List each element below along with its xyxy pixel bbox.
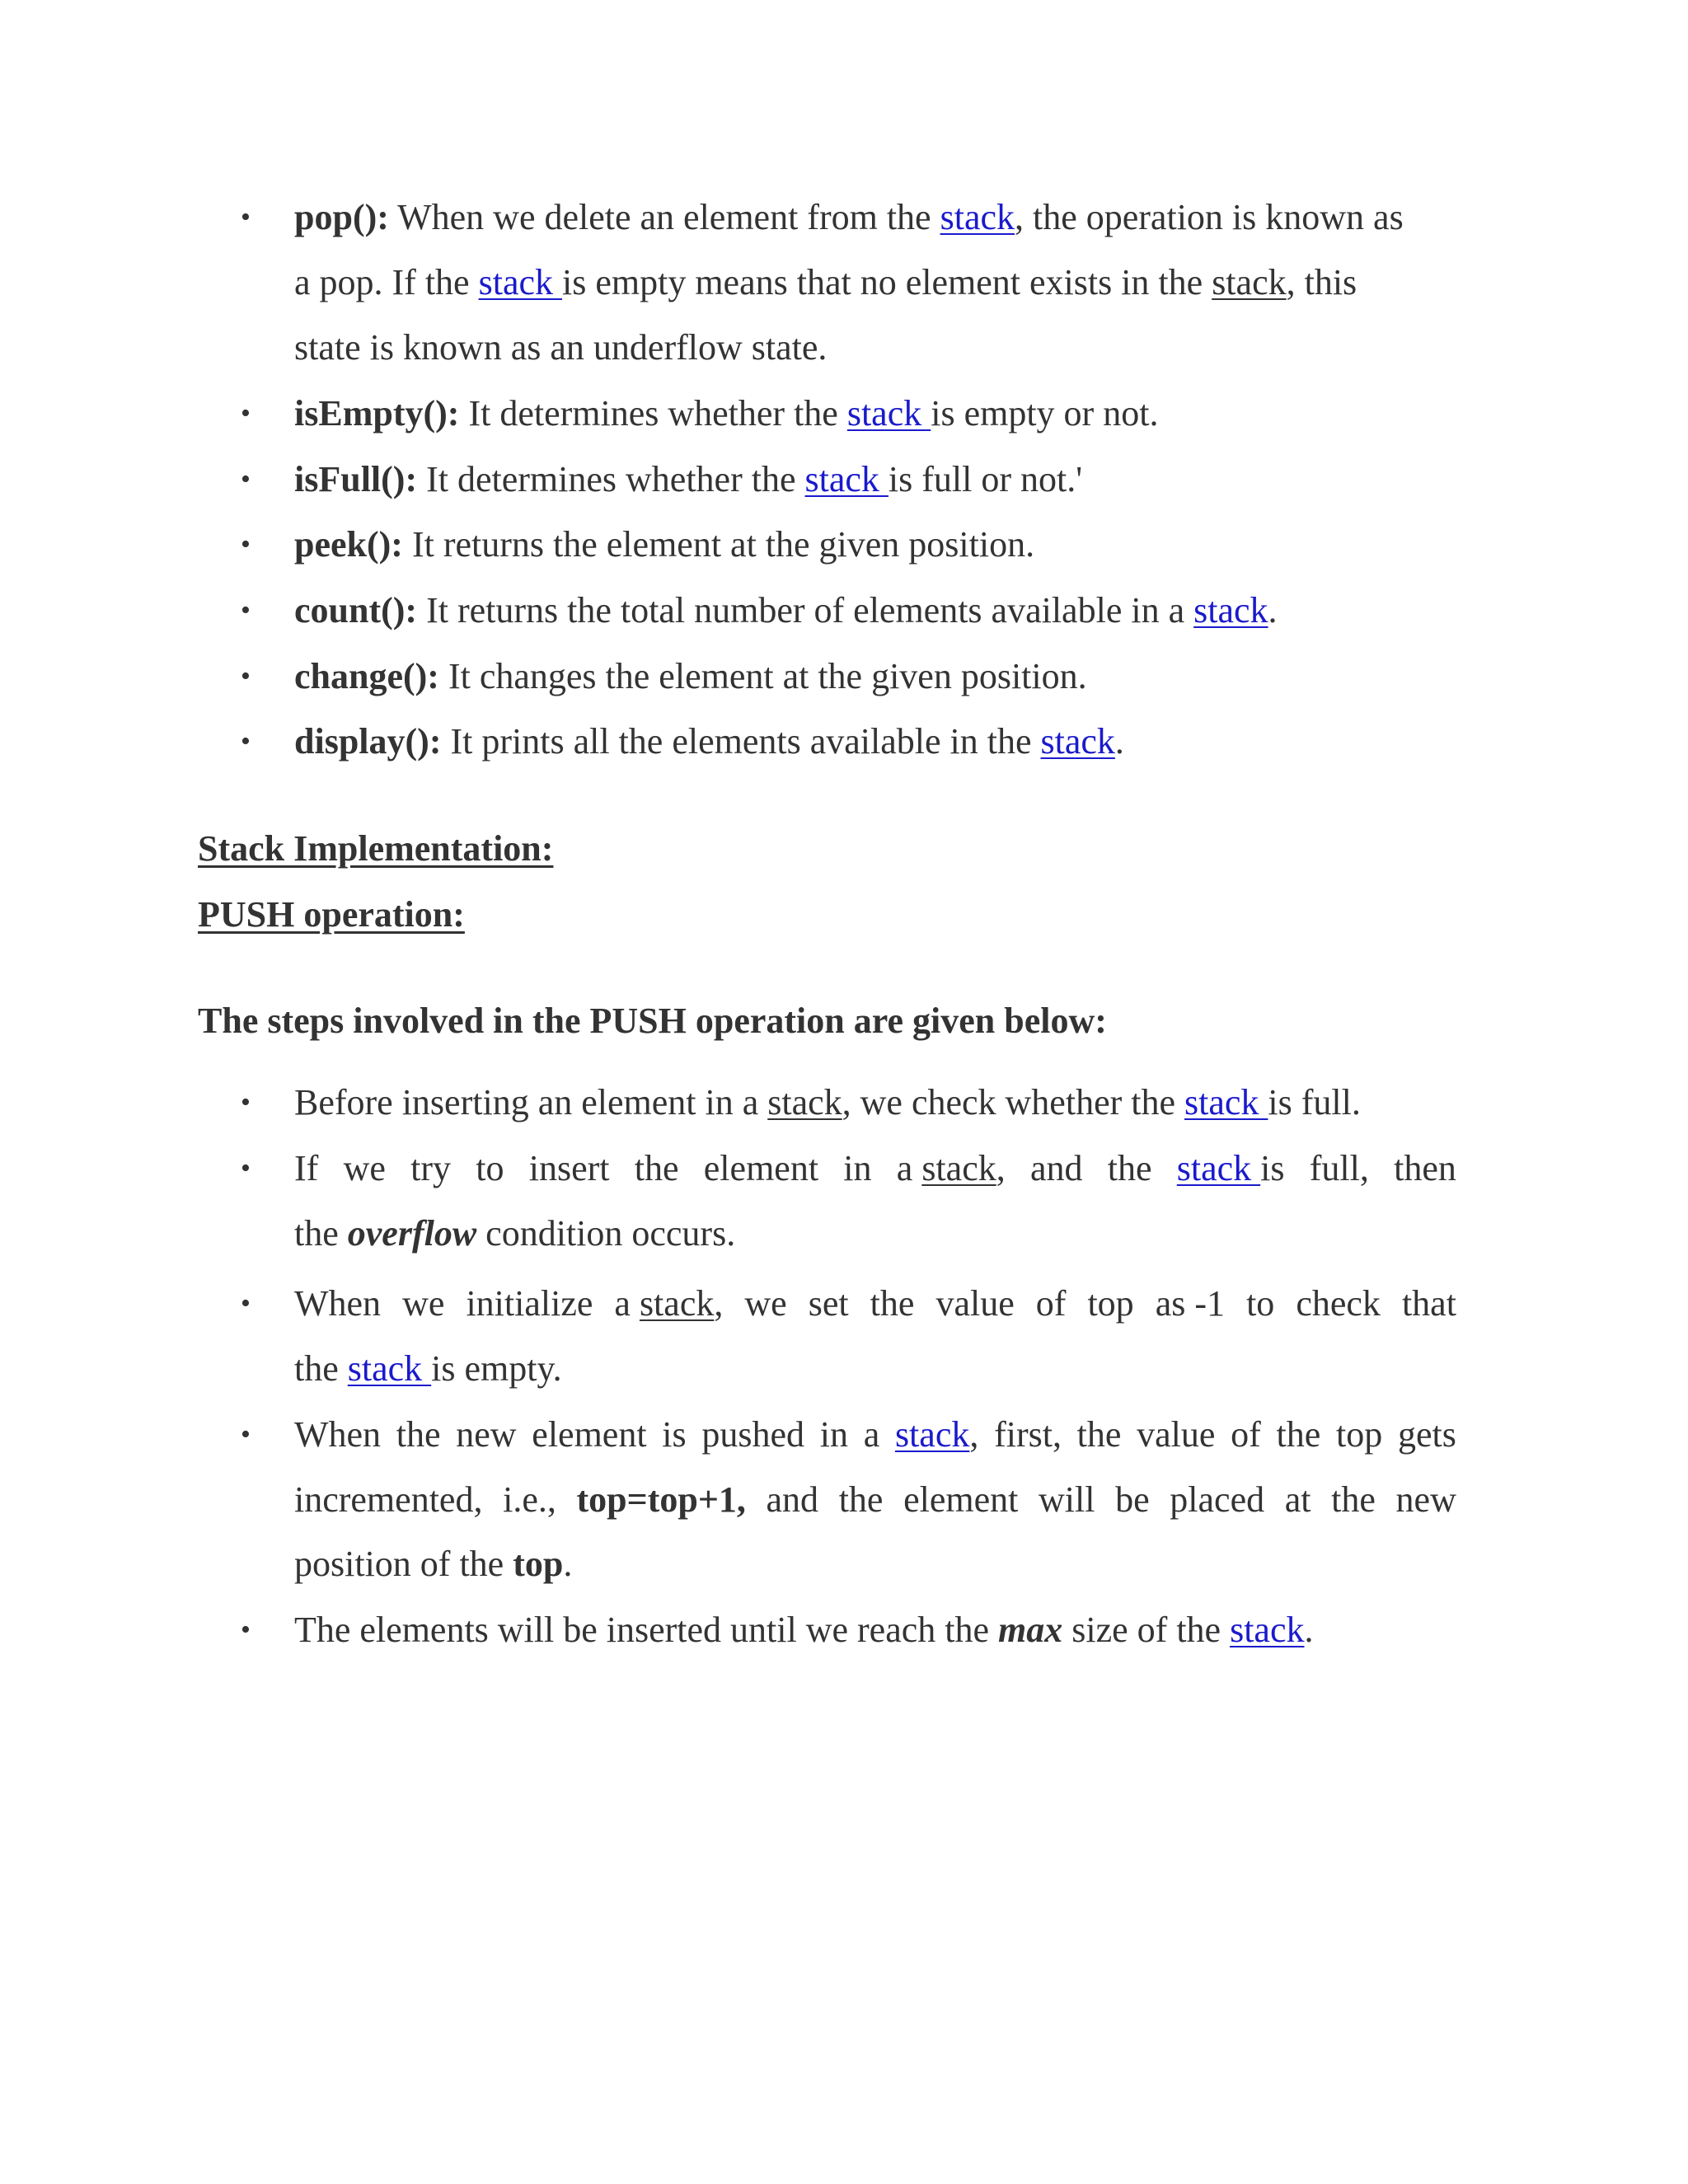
list-item-isempty: isEmpty(): It determines whether the stack is empty or not.: [294, 393, 1159, 434]
push-step-4-line2: incremented, i.e., top=top+1, and the element will be placed at the new: [294, 1477, 1456, 1523]
bullet: •: [241, 595, 251, 626]
op-name: count():: [294, 590, 418, 630]
push-step-3-line2: the stack is empty.: [294, 1348, 562, 1389]
push-step-4-line3: position of the top.: [294, 1544, 573, 1584]
bullet: •: [241, 1419, 251, 1450]
stack-link[interactable]: stack: [1230, 1610, 1305, 1650]
list-item-pop-line1: pop(): When we delete an element from the stack, the operation is known as: [294, 197, 1404, 237]
stack-link[interactable]: stack: [1176, 1148, 1261, 1188]
stack-link[interactable]: stack: [478, 262, 562, 302]
list-item-change: change(): It changes the element at the given position.: [294, 656, 1087, 696]
op-name: isEmpty():: [294, 393, 460, 434]
top-increment-expression: top=top+1,: [576, 1479, 746, 1520]
stack-link[interactable]: stack: [1184, 1082, 1268, 1122]
bullet: •: [241, 1615, 251, 1645]
bullet: •: [241, 1087, 251, 1118]
list-item-pop-line3: state is known as an underflow state.: [294, 327, 828, 368]
overflow-term: overflow: [347, 1213, 477, 1254]
bullet: •: [241, 726, 251, 757]
section-heading-push-operation: PUSH operation:: [198, 894, 465, 935]
stack-link[interactable]: stack: [804, 459, 889, 499]
op-name: peek():: [294, 524, 403, 565]
push-step-1: Before inserting an element in a stack, we check whether the stack is full.: [294, 1082, 1361, 1122]
push-step-4-line1: When the new element is pushed in a stack, first, the value of the top gets: [294, 1414, 1456, 1455]
stack-link[interactable]: stack: [1040, 721, 1115, 762]
list-item-display: display(): It prints all the elements available in the stack.: [294, 721, 1124, 762]
op-name: display():: [294, 721, 442, 762]
stack-link[interactable]: stack: [846, 393, 931, 434]
stack-link[interactable]: stack: [1193, 590, 1268, 630]
bullet: •: [241, 529, 251, 560]
bullet: •: [241, 1288, 251, 1319]
stack-link[interactable]: stack: [921, 1148, 996, 1188]
push-step-3-line1: When we initialize a stack, we set the value of top as -1 to check that: [294, 1283, 1456, 1324]
op-name: isFull():: [294, 459, 418, 499]
stack-link[interactable]: stack: [639, 1283, 715, 1324]
stack-link[interactable]: stack: [767, 1082, 842, 1122]
bullet: •: [241, 398, 251, 429]
stack-link[interactable]: stack: [1212, 262, 1287, 302]
push-step-2-line2: the overflow condition occurs.: [294, 1213, 736, 1254]
bullet: •: [241, 464, 251, 494]
steps-intro: The steps involved in the PUSH operation are given below:: [198, 1001, 1107, 1041]
stack-link[interactable]: stack: [894, 1414, 970, 1455]
bullet: •: [241, 202, 251, 232]
list-item-peek: peek(): It returns the element at the given position.: [294, 524, 1035, 565]
push-step-5: The elements will be inserted until we reach the max size of the stack.: [294, 1610, 1314, 1650]
bullet: •: [241, 1153, 251, 1183]
bullet: •: [241, 661, 251, 691]
op-name: change():: [294, 656, 439, 696]
push-step-2-line1: If we try to insert the element in a stack, and the stack is full, then: [294, 1148, 1456, 1188]
stack-link[interactable]: stack: [940, 197, 1015, 237]
section-heading-stack-implementation: Stack Implementation:: [198, 828, 554, 869]
max-term: max: [998, 1610, 1063, 1650]
stack-link[interactable]: stack: [347, 1348, 432, 1389]
op-name: pop():: [294, 197, 389, 237]
list-item-count: count(): It returns the total number of elements available in a stack.: [294, 590, 1278, 630]
top-term: top: [513, 1544, 564, 1584]
list-item-pop-line2: a pop. If the stack is empty means that no element exists in the stack, this: [294, 262, 1357, 302]
list-item-isfull: isFull(): It determines whether the stack is full or not.': [294, 459, 1083, 499]
